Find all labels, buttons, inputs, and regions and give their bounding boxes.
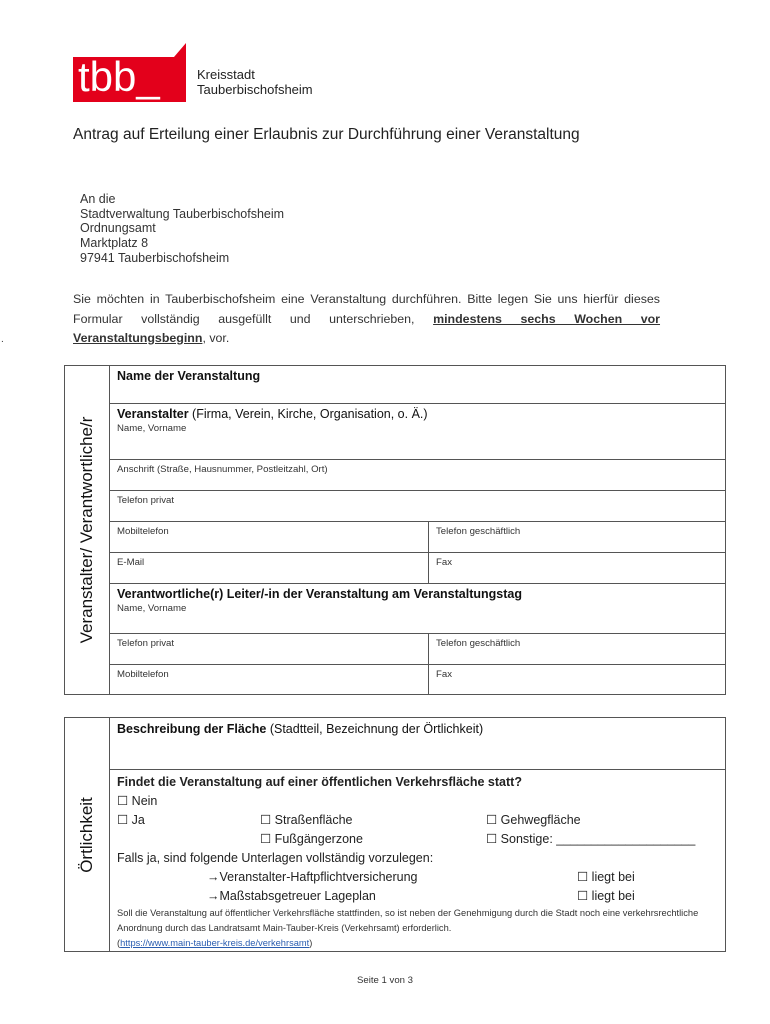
address-line: Stadtverwaltung Tauberbischofsheim [80, 206, 285, 221]
resp-phone-business-field[interactable] [429, 634, 726, 665]
traffic-note [117, 906, 725, 951]
traffic-question: Findet die Veranstaltung auf einer öffentlichen Verkehrsfläche statt? [117, 775, 522, 789]
resp-fax-label: Fax [436, 669, 452, 680]
traffic-area-content [110, 770, 725, 951]
mobile-label: Mobiltelefon [117, 526, 169, 537]
phone-private-label: Telefon privat [117, 495, 175, 506]
location-side-label-cell [65, 718, 110, 952]
resp-mobile-label: Mobiltelefon [117, 669, 169, 680]
intro-text: Sie möchten in Tauberbischofsheim eine Veranstaltung durchführen. Bitte legen Sie uns hierfür dieses Formular vollständig ausgefüllt und unterschrieben, [73, 292, 660, 326]
documents-intro: Falls ja, sind folgende Unterlagen vollständig vorzulegen: [117, 851, 434, 865]
intro-paragraph [73, 290, 660, 349]
event-name-label: Name der Veranstaltung [117, 369, 261, 383]
phone-business-label: Telefon geschäftlich [436, 526, 521, 537]
phone-private-field[interactable] [110, 491, 726, 522]
address-line: 97941 Tauberbischofsheim [80, 250, 230, 265]
phone-business-field[interactable] [429, 522, 726, 553]
option-nein-checkbox[interactable]: ☐ Nein [117, 794, 158, 808]
resp-phone-business-label: Telefon geschäftlich [436, 638, 521, 649]
deadline-emphasis: mindestens sechs Wochen vor Veranstaltungsbeginn [73, 311, 661, 345]
organizer-hint: (Firma, Verein, Kirche, Organisation, o. Ä.) [188, 407, 428, 421]
resp-phone-private-label: Telefon privat [117, 638, 175, 649]
option-ja-checkbox[interactable]: ☐ Ja [117, 813, 145, 827]
mobile-field[interactable] [110, 522, 429, 553]
resp-phone-private-field[interactable] [110, 634, 429, 665]
organizer-label [110, 404, 725, 421]
organizer-section [64, 365, 726, 695]
logo-line-1: Kreisstadt [197, 67, 255, 82]
resp-mobile-field[interactable] [110, 665, 429, 695]
logo-line-2: Tauberbischofsheim [197, 82, 313, 97]
margin-mark: . [1, 334, 4, 345]
section-side-label-cell [65, 366, 110, 695]
section-side-label: Veranstalter/ Verantwortliche/r [77, 416, 96, 644]
site-plan-attached-checkbox[interactable]: ☐ liegt bei [577, 889, 635, 903]
traffic-area-block [110, 770, 726, 952]
page-number: Seite 1 von 3 [356, 975, 413, 986]
document-insurance: →Veranstalter-Haftpflichtversicherung [207, 870, 418, 884]
option-sidewalk-checkbox[interactable]: ☐ Gehwegfläche [486, 813, 581, 827]
option-street-checkbox[interactable]: ☐ Straßenfläche [260, 813, 353, 827]
insurance-attached-checkbox[interactable]: ☐ liegt bei [577, 870, 635, 884]
organizer-label-text: Veranstalter [117, 407, 189, 421]
logo [73, 43, 186, 102]
address-label: Anschrift (Straße, Hausnummer, Postleitzahl, Ort) [117, 464, 328, 475]
location-side-label: Örtlichkeit [77, 796, 96, 873]
responsible-label: Verantwortliche(r) Leiter/-in der Veranstaltung am Veranstaltungstag [117, 587, 522, 601]
option-pedestrian-zone-checkbox[interactable]: ☐ Fußgängerzone [260, 832, 363, 846]
area-description-field[interactable] [110, 718, 726, 770]
document-site-plan: →Maßstabsgetreuer Lageplan [207, 889, 376, 903]
address-line: Marktplatz 8 [80, 236, 149, 251]
intro-text-end: , vor. [202, 331, 230, 345]
fax-label: Fax [436, 557, 452, 568]
option-other-checkbox[interactable]: ☐ Sonstige: ____________________ [486, 832, 696, 846]
link-open-paren: ( [117, 938, 121, 948]
responsible-name-field[interactable] [110, 584, 726, 634]
name-label: Name, Vorname [117, 423, 187, 434]
logo-mark [73, 43, 186, 102]
organizer-address-field[interactable] [110, 460, 726, 491]
area-label-text: Beschreibung der Fläche [117, 722, 267, 736]
traffic-note-text: Soll die Veranstaltung auf öffentlicher Verkehrsfläche stattfinden, so ist neben der Genehmigung durch die Stadt noch eine verkehrsrechtliche Anordnung durch das Landratsamt Main-Tauber-Kreis (Verkehrsamt) erforderlich. [117, 908, 699, 933]
email-label: E-Mail [117, 557, 145, 568]
fax-field[interactable] [429, 553, 726, 584]
link-close-paren: ) [309, 938, 313, 948]
address-line: Ordnungsamt [80, 221, 156, 236]
recipient-address [80, 192, 284, 266]
location-section [64, 717, 726, 952]
area-label [110, 718, 725, 736]
responsible-name-label: Name, Vorname [117, 603, 187, 614]
email-field[interactable] [110, 553, 429, 584]
organizer-name-field[interactable] [110, 404, 726, 460]
address-line: An die [80, 192, 116, 206]
event-name-field[interactable] [110, 366, 726, 404]
logo-mark-text: tbb_ [78, 53, 160, 100]
traffic-office-link[interactable]: https://www.main-tauber-kreis.de/verkehrsamt [120, 938, 310, 948]
area-hint: (Stadtteil, Bezeichnung der Örtlichkeit) [266, 722, 484, 736]
document-title: Antrag auf Erteilung einer Erlaubnis zur Durchführung einer Veranstaltung [73, 126, 580, 143]
logo-wordmark [197, 67, 313, 97]
resp-fax-field[interactable] [429, 665, 726, 695]
